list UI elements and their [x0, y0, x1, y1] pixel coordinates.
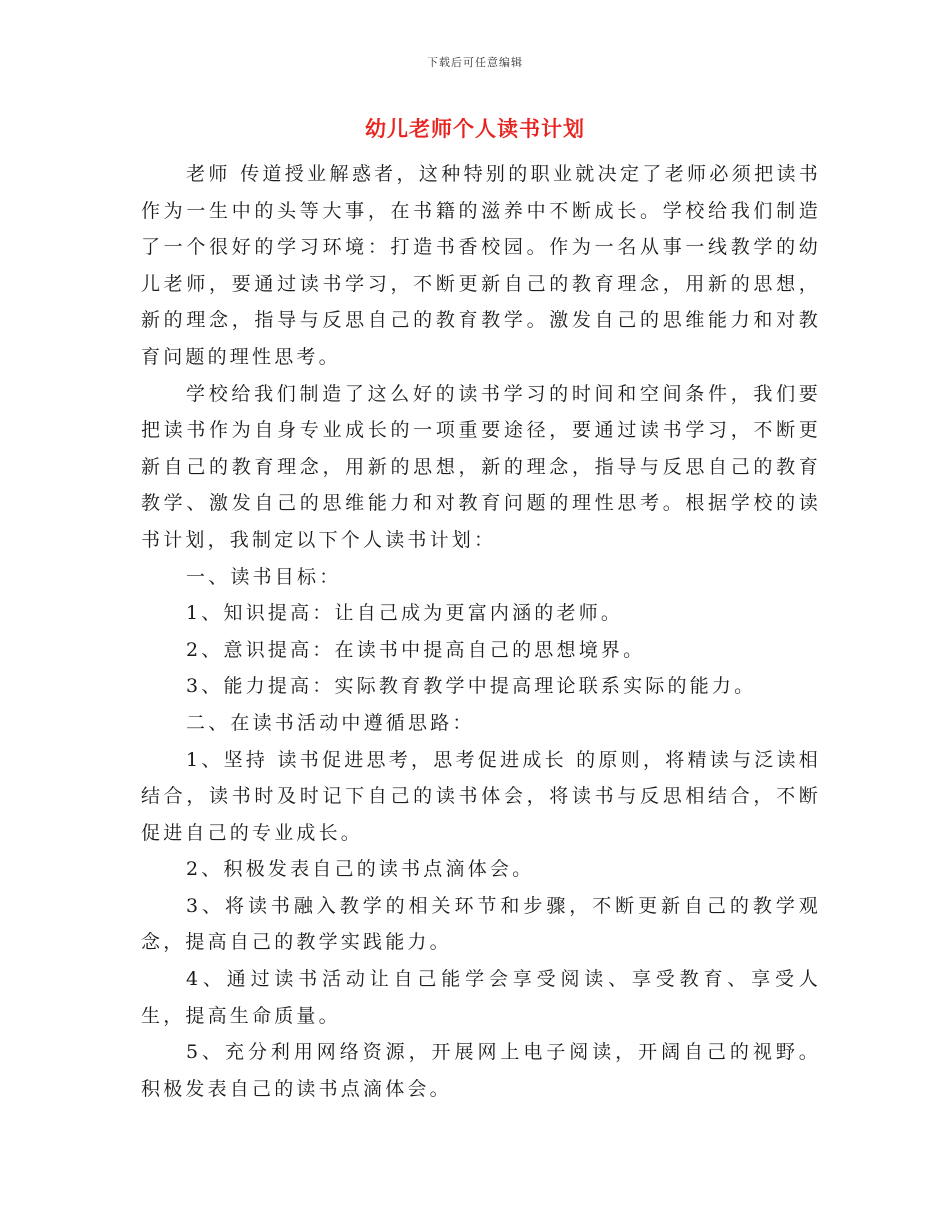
header-note: 下载后可任意编辑	[427, 56, 523, 69]
section-heading: 一、读书目标：	[186, 565, 342, 588]
list-item: 3、将读书融入教学的相关环节和步骤，不断更新自己的教学观念，提高自己的教学实践能力。	[141, 894, 821, 954]
document-title: 幼儿老师个人读书计划	[365, 116, 585, 141]
list-item: 2、意识提高：在读书中提高自己的思想境界。	[186, 638, 646, 661]
paragraph: 学校给我们制造了这么好的读书学习的时间和空间条件，我们要把读书作为自身专业成长的一项重要途径，要通过读书学习，不断更新自己的教育理念，用新的思想，新的理念，指导与反思自己的教育教学、激发自己的思维能力和对教育问题的理性思考。根据学校的读书计划，我制定以下个人读书计划：	[141, 382, 821, 551]
list-item: 1、知识提高：让自己成为更富内涵的老师。	[186, 602, 624, 625]
document-body	[141, 156, 821, 1107]
list-item: 4、通过读书活动让自己能学会享受阅读、享受教育、享受人生，提高生命质量。	[141, 968, 821, 1027]
list-item: 3、能力提高：实际教育教学中提高理论联系实际的能力。	[186, 675, 757, 698]
list-item: 2、积极发表自己的读书点滴体会。	[186, 858, 535, 881]
section-heading: 二、在读书活动中遵循思路：	[186, 711, 475, 734]
paragraph: 老师 传道授业解惑者，这种特别的职业就决定了老师必须把读书作为一生中的头等大事，在书籍的滋养中不断成长。学校给我们制造了一个很好的学习环境：打造书香校园。作为一名从事一线教学的幼儿老师，要通过读书学习，不断更新自己的教育理念，用新的思想，新的理念，指导与反思自己的教育教学。激发自己的思维能力和对教育问题的理性思考。	[141, 163, 821, 368]
list-item: 5、充分利用网络资源，开展网上电子阅读，开阔自己的视野。积极发表自己的读书点滴体会。	[141, 1041, 821, 1100]
list-item: 1、坚持 读书促进思考，思考促进成长 的原则，将精读与泛读相结合，读书时及时记下自己的读书体会，将读书与反思相结合，不断促进自己的专业成长。	[141, 748, 821, 844]
